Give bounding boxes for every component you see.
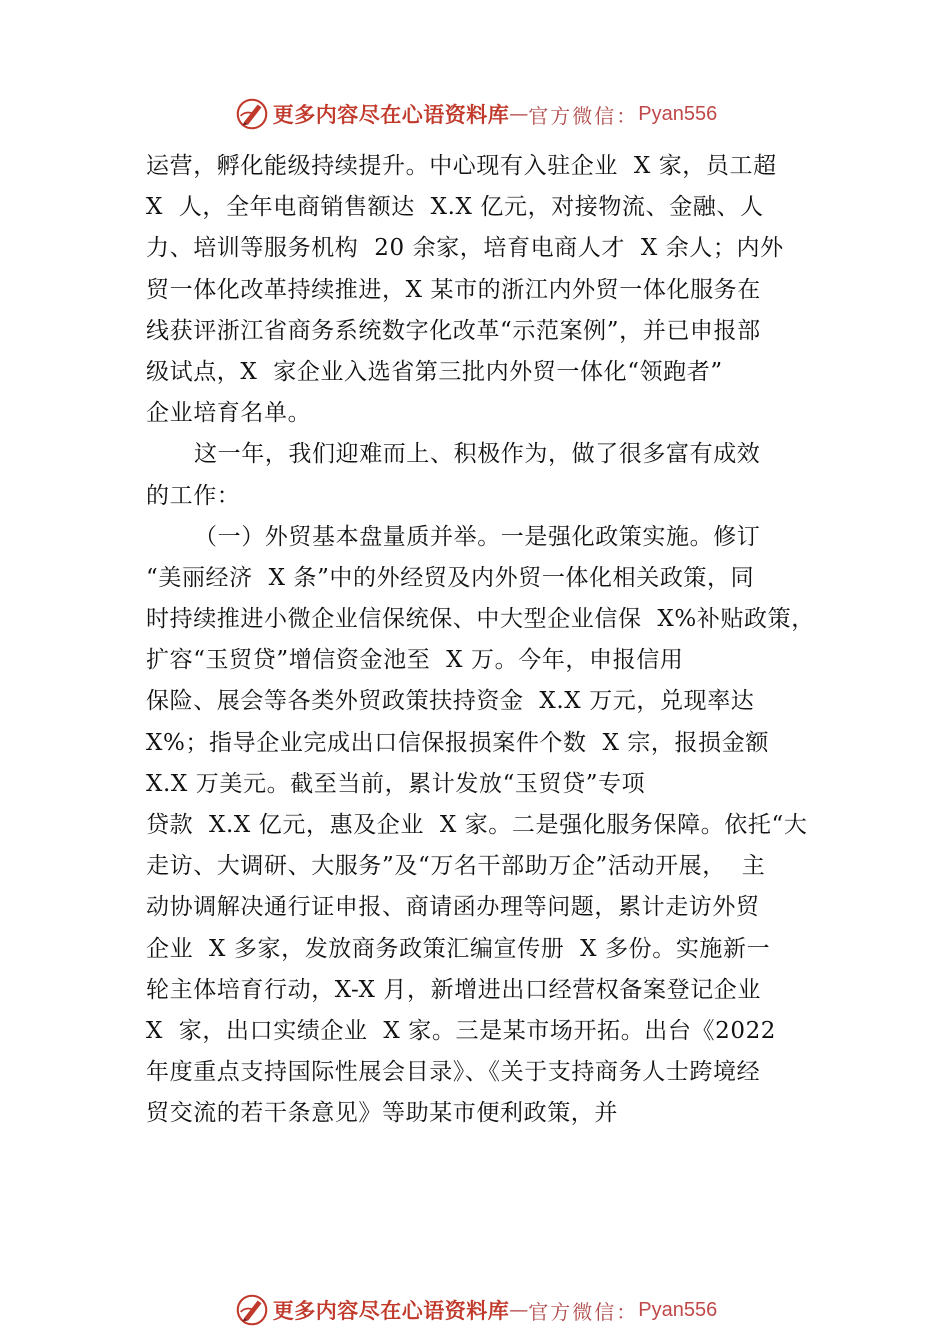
text-line: 动协调解决通行证申报、商请函办理等问题，累计走访外贸 [146, 894, 760, 921]
banner-wechat-id: Pyan556 [638, 1298, 718, 1321]
banner-title: 更多内容尽在心语资料库 [272, 1298, 510, 1323]
banner-wechat-id: Pyan556 [638, 102, 718, 125]
text-line: 年度重点支持国际性展会目录》、《关于支持商务人士跨境经 [146, 1059, 761, 1086]
text-line: 贸交流的若干条意见》等助某市便利政策，并 [146, 1100, 618, 1127]
header-banner [0, 94, 950, 134]
pen-logo-icon [233, 1291, 271, 1329]
text-line: 力、培训等服务机构 20 余家，培育电商人才 X 余人；内外 [146, 235, 784, 262]
text-line: X 人，全年电商销售额达 X.X 亿元，对接物流、金融、人 [146, 194, 764, 221]
text-line: 运营，孵化能级持续提升。中心现有入驻企业 X 家，员工超 [146, 153, 777, 179]
text-line: X.X 万美元。截至当前，累计发放“玉贸贷”专项 [146, 770, 646, 797]
text-line: 时持续推进小微企业信保统保、中大型企业信保 X%补贴政策， [146, 606, 815, 633]
text-line: 的工作： [146, 482, 241, 509]
banner-wechat-label: 官方微信： [528, 1299, 639, 1324]
text-line: 企业培育名单。 [146, 400, 312, 427]
text-line: 企业 X 多家，发放商务政策汇编宣传册 X 多份。实施新一 [146, 935, 771, 962]
text-line: “美丽经济 X 条”中的外经贸及内外贸一体化相关政策，同 [146, 564, 755, 591]
text-line: 贷款 X.X 亿元，惠及企业 X 家。二是强化服务保障。依托“大 [146, 812, 808, 838]
pen-logo-icon [233, 95, 271, 133]
banner-dash: — [509, 103, 529, 125]
text-line: 线获评浙江省商务系统数字化改革“示范案例”，并已申报部 [146, 317, 761, 344]
text-line: X 家，出口实绩企业 X 家。三是某市场开拓。出台《2022 [146, 1017, 777, 1044]
footer-banner [0, 1290, 950, 1330]
document-body [146, 146, 826, 1135]
banner-dash: — [509, 1299, 529, 1321]
text-line: 轮主体培育行动，X-X 月，新增进出口经营权备案登记企业 [146, 976, 761, 1003]
text-line: 这一年，我们迎难而上、积极作为，做了很多富有成效 [194, 441, 761, 468]
text-line: X%；指导企业完成出口信保报损案件个数 X 宗，报损金额 [146, 729, 769, 756]
banner-wechat-label: 官方微信： [528, 103, 639, 128]
text-line: 扩容“玉贸贷”增信资金池至 X 万。今年，申报信用 [146, 647, 684, 674]
text-line: 走访、大调研、大服务”及“万名干部助万企”活动开展， 主 [146, 853, 766, 880]
banner-title: 更多内容尽在心语资料库 [272, 102, 510, 127]
text-line: 保险、展会等各类外贸政策扶持资金 X.X 万元，兑现率达 [146, 688, 755, 715]
text-line: 贸一体化改革持续推进，X 某市的浙江内外贸一体化服务在 [146, 276, 761, 303]
text-line: 级试点，X 家企业入选省第三批内外贸一体化“领跑者” [146, 358, 723, 385]
section-heading-line: （一）外贸基本盘量质并举。一是强化政策实施。修订 [194, 523, 761, 550]
